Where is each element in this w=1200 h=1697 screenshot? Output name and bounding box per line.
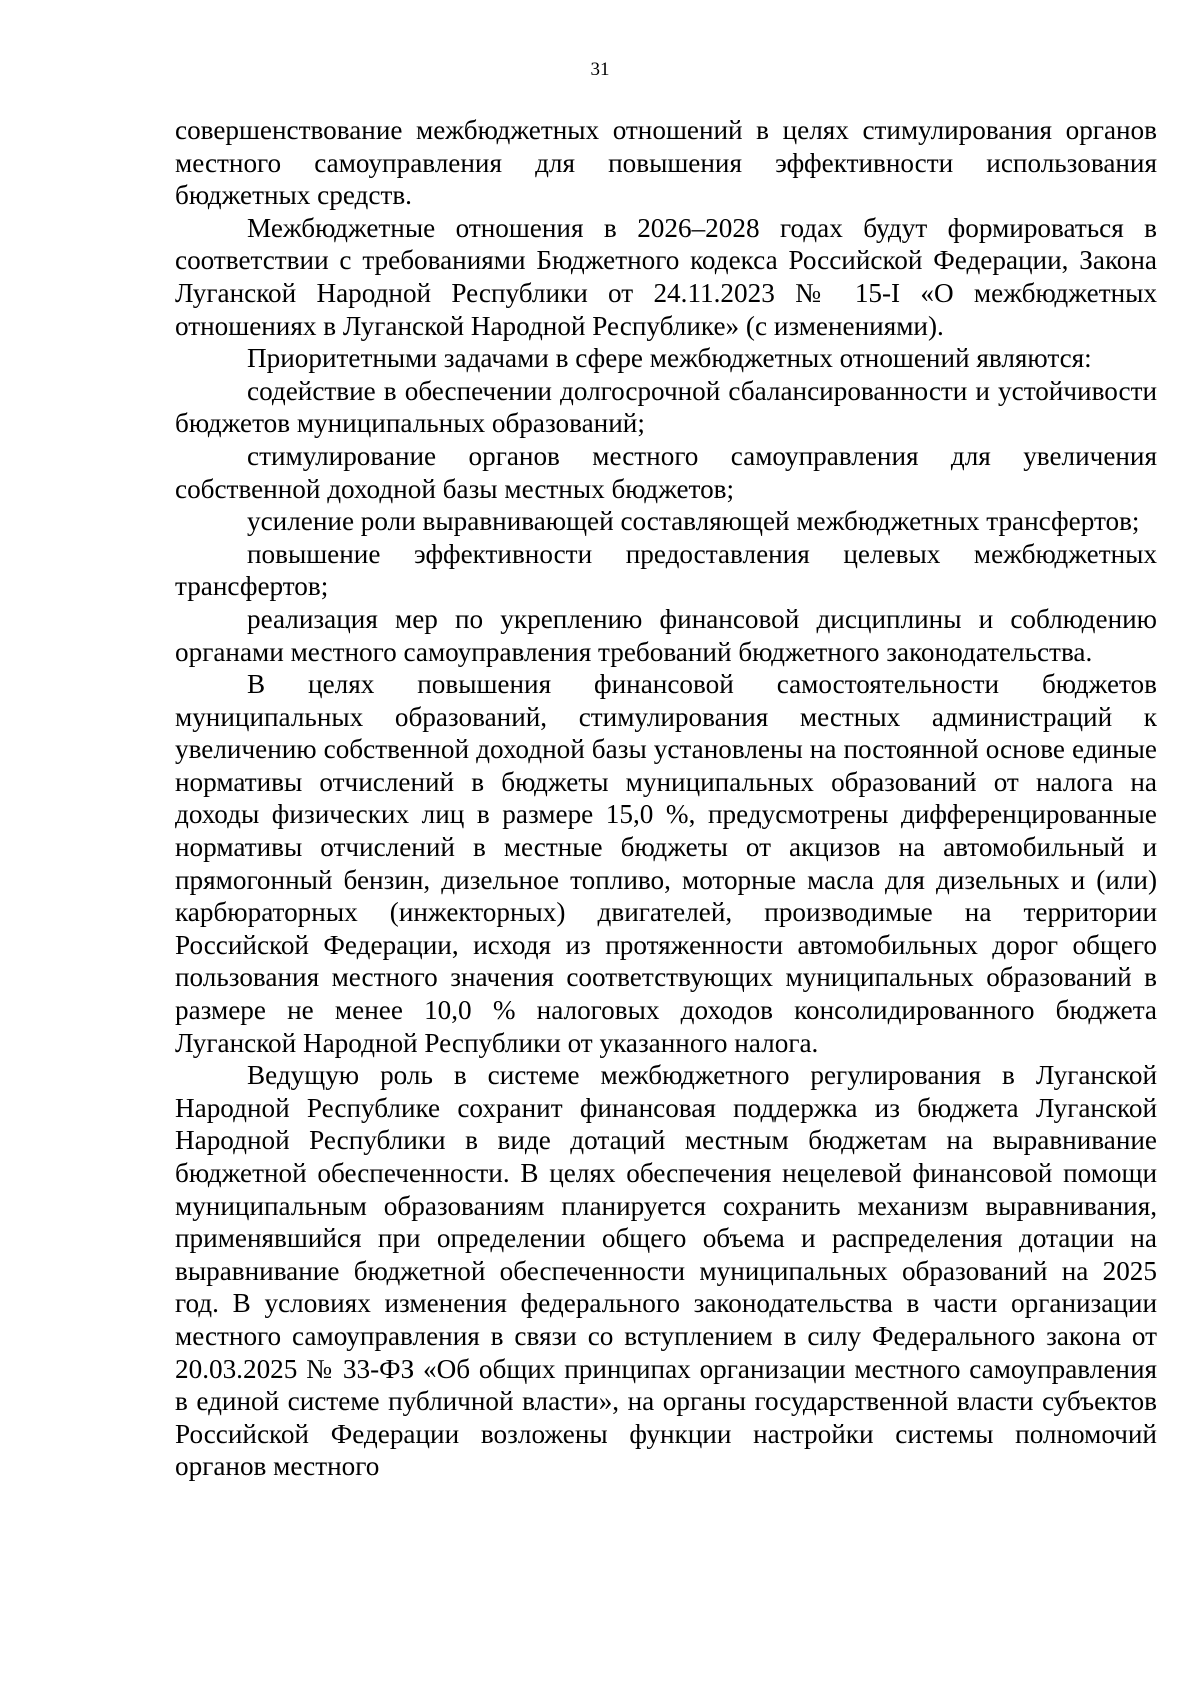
list-item: содействие в обеспечении долгосрочной сбалансированности и устойчивости бюджетов муниципальных образований;: [175, 375, 1157, 439]
paragraph: Межбюджетные отношения в 2026–2028 годах будут формироваться в соответствии с требованиями Бюджетного кодекса Российской Федерации, Закона Луганской Народной Республики от 24.11.2023 № 15-I «О межбюджетных отношениях в Луганской Народной Республике» (с изменениями).: [175, 212, 1157, 341]
paragraph: совершенствование межбюджетных отношений в целях стимулирования органов местного самоуправления для повышения эффективности использования бюджетных средств.: [175, 115, 1157, 211]
paragraph: В целях повышения финансовой самостоятельности бюджетов муниципальных образований, стимулирования местных администраций к увеличению собственной доходной базы установлены на постоянной основе единые нормативы отчислений в бюджеты муниципальных образований от налога на доходы физических лиц в размере 15,0 %, предусмотрены дифференцированные нормативы отчислений в местные бюджеты от акцизов на автомобильный и прямогонный бензин, дизельное топливо, моторные масла для дизельных и (или) карбюраторных (инжекторных) двигателей, производимые на территории Российской Федерации, исходя из протяженности автомобильных дорог общего пользования местного значения соответствующих муниципальных образований в размере не менее 10,0 % налоговых доходов консолидированного бюджета Луганской Народной Республики от указанного налога.: [175, 669, 1157, 1058]
paragraph: Ведущую роль в системе межбюджетного регулирования в Луганской Народной Республике сохранит финансовая поддержка из бюджета Луганской Народной Республики в виде дотаций местным бюджетам на выравнивание бюджетной обеспеченности. В целях обеспечения нецелевой финансовой помощи муниципальным образованиям планируется сохранить механизм выравнивания, применявшийся при определении общего объема и распределения дотации на выравнивание бюджетной обеспеченности муниципальных образований на 2025 год. В условиях изменения федерального законодательства в части организации местного самоуправления в связи со вступлением в силу Федерального закона от 20.03.2025 № 33-ФЗ «Об общих принципах организации местного самоуправления в единой системе публичной власти», на органы государственной власти субъектов Российской Федерации возложены функции настройки системы полномочий органов местного: [175, 1060, 1157, 1482]
document-body: [175, 114, 1157, 1483]
list-item: реализация мер по укреплению финансовой дисциплины и соблюдению органами местного самоуправления требований бюджетного законодательства.: [175, 603, 1157, 667]
list-item: усиление роли выравнивающей составляющей межбюджетных трансфертов;: [247, 506, 1140, 537]
list-item: стимулирование органов местного самоуправления для увеличения собственной доходной базы местных бюджетов;: [175, 440, 1157, 504]
page-number: 31: [590, 59, 610, 80]
paragraph: Приоритетными задачами в сфере межбюджетных отношений являются:: [247, 343, 1092, 374]
list-item: повышение эффективности предоставления целевых межбюджетных трансфертов;: [175, 538, 1157, 602]
